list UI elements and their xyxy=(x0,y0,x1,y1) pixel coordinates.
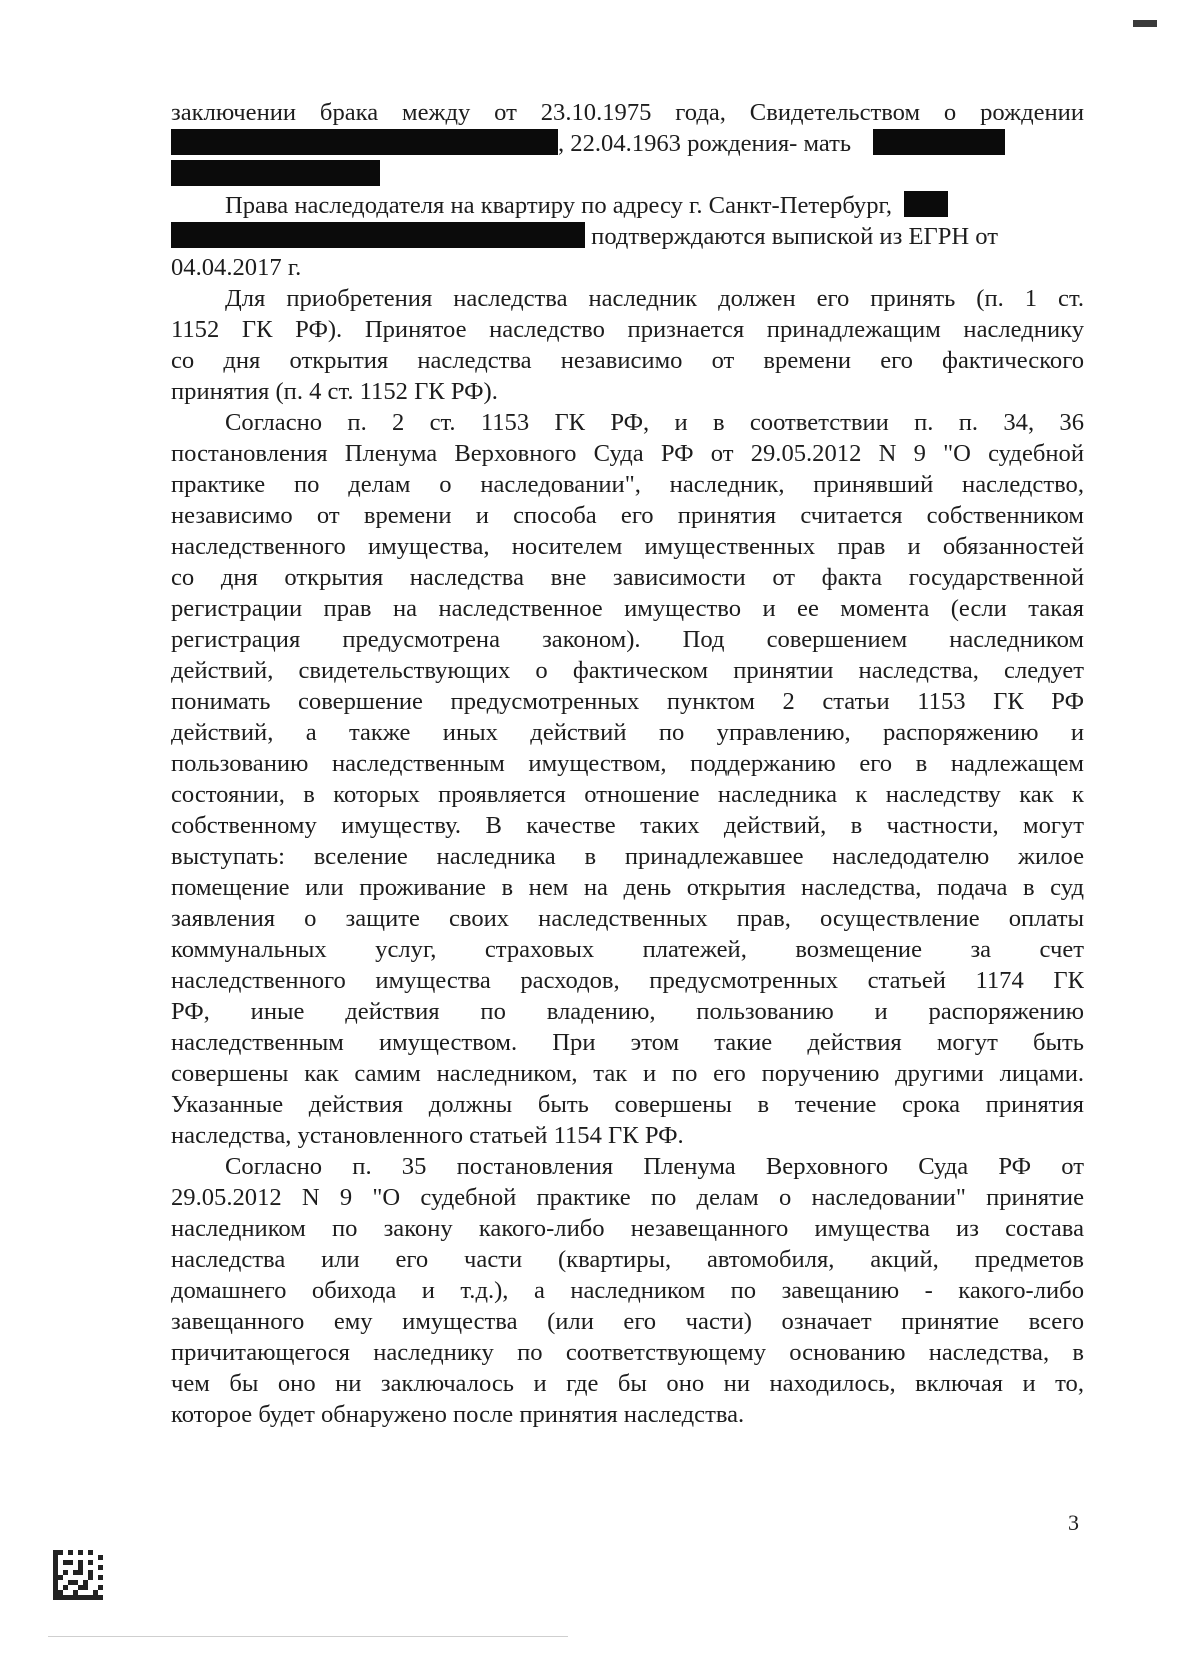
text-fragment: Права наследодателя на квартиру по адресу г. Санкт-Петербург, xyxy=(225,192,892,219)
text-fragment: подтверждаются выпиской из ЕГРН от xyxy=(591,223,998,250)
text-line: принятия (п. 4 ст. 1152 ГК РФ). xyxy=(171,378,498,405)
text-line: Согласно п. 35 постановления Пленума Верховного Суда РФ от xyxy=(225,1153,1084,1180)
text-line: совершены как самим наследником, так и по его поручению другими лицами. xyxy=(171,1060,1084,1087)
text-line: наследства, установленного статьей 1154 ГК РФ. xyxy=(171,1122,684,1149)
text-line: собственному имуществу. В качестве таких действий, в частности, могут xyxy=(171,812,1084,839)
text-line xyxy=(171,128,1084,159)
text-line: 1152 ГК РФ). Принятое наследство признается принадлежащим наследнику xyxy=(171,316,1084,343)
text-line: помещение или проживание в нем на день открытия наследства, подача в суд xyxy=(171,874,1084,901)
text-line: пользованию наследственным имуществом, поддержанию его в надлежащем xyxy=(171,750,1084,777)
text-line: наследства или его части (квартиры, автомобиля, акций, предметов xyxy=(171,1246,1084,1273)
text-line: Для приобретения наследства наследник должен его принять (п. 1 ст. xyxy=(225,285,1084,312)
text-line: независимо от времени и способа его принятия считается собственником xyxy=(171,502,1084,529)
text-line: понимать совершение предусмотренных пунктом 2 статьи 1153 ГК РФ xyxy=(171,688,1084,715)
datamatrix-code xyxy=(53,1550,103,1600)
text-line: наследственного имущества расходов, предусмотренных статьей 1174 ГК xyxy=(171,967,1084,994)
text-line: наследником по закону какого-либо незавещанного имущества из состава xyxy=(171,1215,1084,1242)
text-line: домашнего обихода и т.д.), а наследником по завещанию - какого-либо xyxy=(171,1277,1084,1304)
text-line: заявления о защите своих наследственных прав, осуществление оплаты xyxy=(171,905,1084,932)
text-line: Согласно п. 2 ст. 1153 ГК РФ, и в соответствии п. п. 34, 36 xyxy=(225,409,1084,436)
text-line: 04.04.2017 г. xyxy=(171,254,302,281)
text-line: которое будет обнаружено после принятия наследства. xyxy=(171,1401,745,1428)
text-line: постановления Пленума Верховного Суда РФ от 29.05.2012 N 9 "О судебной xyxy=(171,440,1084,467)
text-line: 29.05.2012 N 9 "О судебной практике по делам о наследовании" принятие xyxy=(171,1184,1084,1211)
text-line: чем бы оно ни заключалось и где бы оно ни находилось, включая и то, xyxy=(171,1370,1084,1397)
paragraph-inheritance-acceptance xyxy=(171,283,1084,407)
redaction-bar xyxy=(171,129,558,155)
text-line: выступать: вселение наследника в принадлежавшее наследодателю жилое xyxy=(171,843,1084,870)
text-line: регистрации прав на наследственное имущество и ее момента (если такая xyxy=(171,595,1084,622)
text-line: действий, а также иных действий по управлению, распоряжению и xyxy=(171,719,1084,746)
text-line: со дня открытия наследства вне зависимости от факта государственной xyxy=(171,564,1084,591)
text-line: заключении брака между от 23.10.1975 года, Свидетельством о рождении xyxy=(171,99,1084,126)
text-line: со дня открытия наследства независимо от времени его фактического xyxy=(171,347,1084,374)
text-line: регистрация предусмотрена законом). Под совершением наследником xyxy=(171,626,1084,653)
redaction-bar xyxy=(873,129,1005,155)
paragraph-plenum-34-36 xyxy=(171,407,1084,1151)
page-number: 3 xyxy=(1068,1510,1079,1535)
text-line: РФ, иные действия по владению, пользованию и распоряжению xyxy=(171,998,1084,1025)
document-body xyxy=(171,97,1084,1430)
paragraph-marriage-birth xyxy=(171,97,1084,190)
footer-rule xyxy=(48,1636,568,1637)
text-line: состоянии, в которых проявляется отношение наследника к наследству как к xyxy=(171,781,1084,808)
paragraph-plenum-35 xyxy=(171,1151,1084,1430)
redaction-bar xyxy=(904,191,948,217)
text-line: практике по делам о наследовании", наследник, принявший наследство, xyxy=(171,471,1084,498)
redaction-bar xyxy=(171,160,380,186)
text-line: завещанного ему имущества (или его части) означает принятие всего xyxy=(171,1308,1084,1335)
paragraph-property-rights xyxy=(171,190,1084,283)
text-line xyxy=(171,221,1084,252)
scan-corner-mark xyxy=(1133,20,1157,27)
text-line: причитающегося наследнику по соответствующему основанию наследства, в xyxy=(171,1339,1084,1366)
text-line xyxy=(171,159,1084,190)
redaction-bar xyxy=(171,222,585,248)
text-line: действий, свидетельствующих о фактическом принятии наследства, следует xyxy=(171,657,1084,684)
text-fragment: , 22.04.1963 рождения- мать xyxy=(558,130,852,157)
text-line: наследственного имущества, носителем имущественных прав и обязанностей xyxy=(171,533,1084,560)
text-line: коммунальных услуг, страховых платежей, возмещение за счет xyxy=(171,936,1084,963)
text-line: Указанные действия должны быть совершены в течение срока принятия xyxy=(171,1091,1084,1118)
text-line xyxy=(171,190,1084,221)
text-line: наследственным имуществом. При этом такие действия могут быть xyxy=(171,1029,1084,1056)
